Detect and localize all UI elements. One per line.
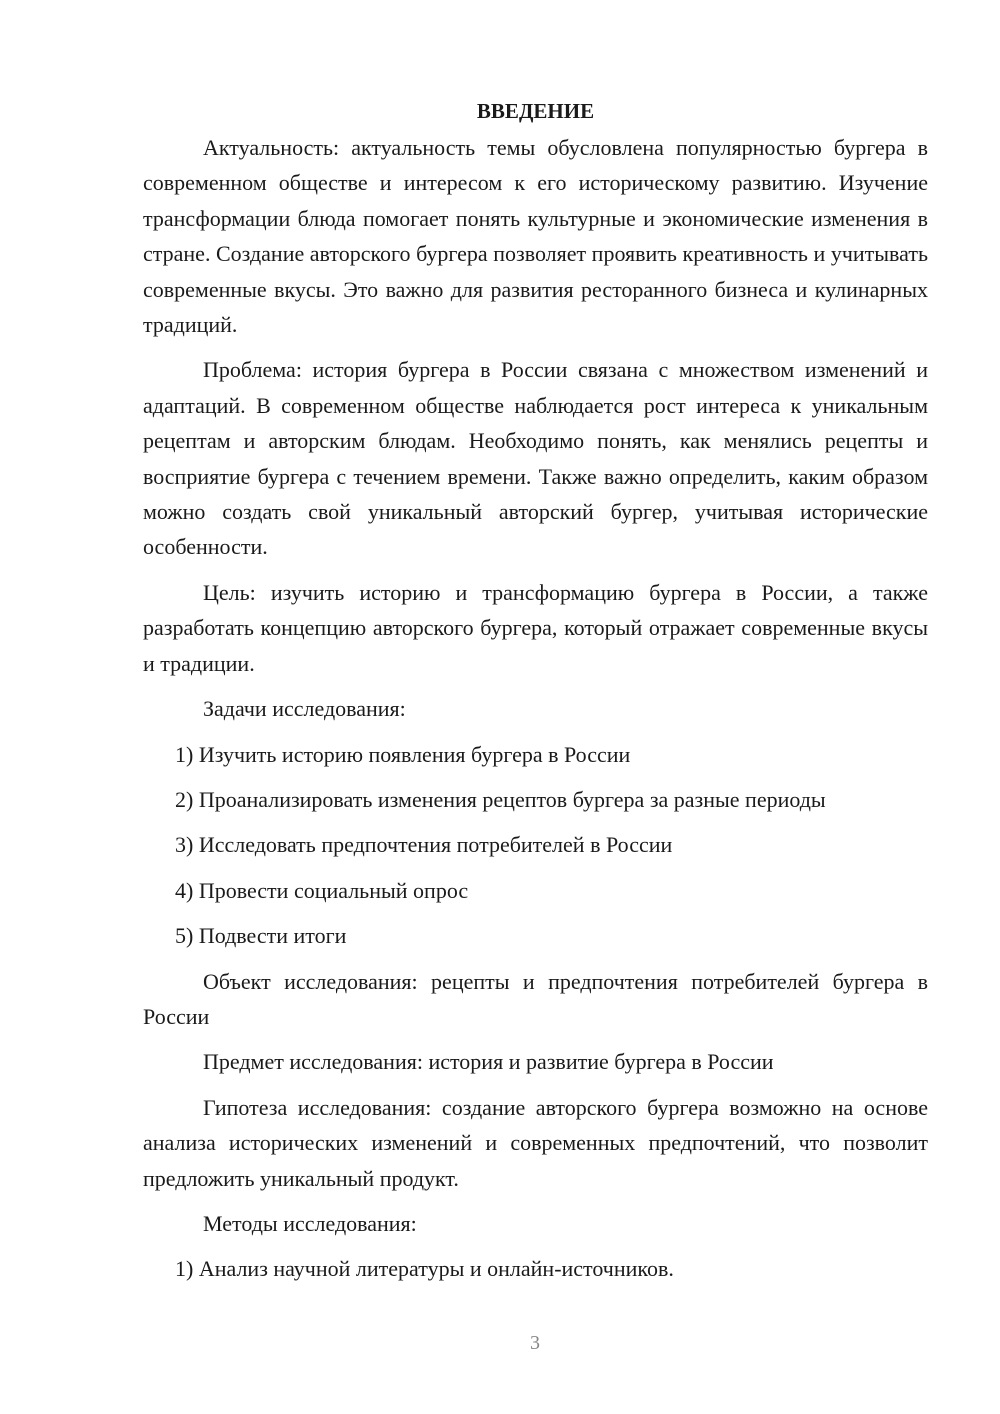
methods-list bbox=[143, 1251, 928, 1286]
tasks-list bbox=[143, 737, 928, 954]
section-title: ВВЕДЕНИЕ bbox=[476, 99, 595, 123]
object-paragraph: Объект исследования: рецепты и предпочтения потребителей бургера в России bbox=[143, 968, 928, 1029]
list-item: 1) Изучить историю появления бургера в России bbox=[175, 741, 631, 767]
list-item: 3) Исследовать предпочтения потребителей в России bbox=[175, 832, 673, 858]
methods-heading: Методы исследования: bbox=[203, 1210, 417, 1236]
goal-paragraph: Цель: изучить историю и трансформацию бургера в России, а также разработать концепцию авторского бургера, который отражает современные вкусы и традиции. bbox=[143, 579, 928, 676]
subject-paragraph: Предмет исследования: история и развитие бургера в России bbox=[203, 1049, 774, 1075]
relevance-paragraph: Актуальность: актуальность темы обусловлена популярностью бургера в современном обществе и интересом к его историческому развитию. Изучение трансформации блюда помогает понять культурные и экономические изменения в стране. Создание авторского бургера позволяет проявить креативность и учитывать современные вкусы. Это важно для развития ресторанного бизнеса и кулинарных традиций. bbox=[143, 135, 928, 338]
list-item: 1) Анализ научной литературы и онлайн-источников. bbox=[175, 1256, 674, 1282]
problem-paragraph: Проблема: история бургера в России связана с множеством изменений и адаптаций. В современном обществе наблюдается рост интереса к уникальным рецептам и авторским блюдам. Необходимо понять, как менялись рецепты и восприятие бургера с течением времени. Также важно определить, каким образом можно создать свой уникальный авторский бургер, учитывая исторические особенности. bbox=[143, 357, 928, 560]
hypothesis-paragraph: Гипотеза исследования: создание авторского бургера возможно на основе анализа исторических изменений и современных предпочтений, что позволит предложить уникальный продукт. bbox=[143, 1094, 928, 1191]
list-item: 5) Подвести итоги bbox=[175, 923, 347, 949]
document-page bbox=[143, 92, 928, 1287]
tasks-heading: Задачи исследования: bbox=[203, 696, 406, 722]
list-item: 2) Проанализировать изменения рецептов бургера за разные периоды bbox=[175, 786, 826, 812]
list-item: 4) Провести социальный опрос bbox=[175, 877, 469, 903]
page-number: 3 bbox=[530, 1332, 540, 1354]
